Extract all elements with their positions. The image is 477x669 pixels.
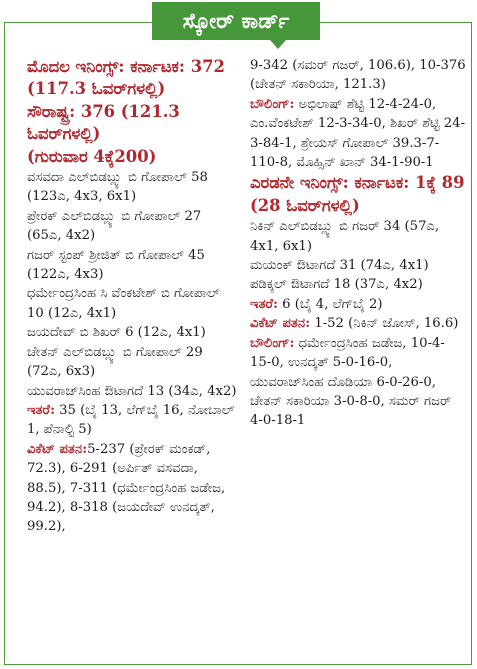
batting-entry: ಧರ್ಮೇಂದ್ರಸಿಂಹ ಸಿ ವೆಂಕಟೇಶ್ ಬಿ ಗೋಪಾಲ್ 10 (12ಎ, 4x1) (27, 286, 220, 321)
banner-notch (270, 40, 286, 49)
first-innings-heading: ಮೊದಲ ಇನಿಂಗ್ಸ್: ಕರ್ನಾಟಕ: 372 (117.3 ಓವರ್‌ಗಳಲ್ಲಿ) (27, 57, 225, 99)
extras-label: ಇತರೆ: (27, 402, 55, 418)
batting-entry: ಪಡಿಕ್ಕಲ್ ಔಟಾಗದೆ 18 (37ಎ, 4x2) (250, 277, 423, 293)
batting-entry: ಜಯದೇವ್ ಬಿ ಶಿಖರ್ 6 (12ಎ, 4x1) (27, 325, 206, 341)
batting-entry: ಪ್ರೇರಕ್ ಎಲ್‌ಬಿಡಬ್ಲ್ಯು ಬಿ ಗೋಪಾಲ್ 27 (65ಎ, 4x2) (27, 208, 202, 244)
bowling-label: ಬೌಲಿಂಗ್: (250, 335, 295, 351)
fow-value: 5-237 (ಪ್ರೇರಕ್ ಮಂಕಡ್, 72.3), 6-291 (ಅರ್ಪಿತ್ ವಸವದಾ, 88.5), 7-311 (ಧರ್ಮೇಂದ್ರಸಿಂಹ ಜಡೇಜ, 94.2), 8-318 (ಜಯದೇವ್ ಉನದ್ಕತ್, 99.2), (27, 441, 226, 535)
fow-continued: 9-342 (ಸಮರ್ ಗಜರ್, 106.6), 10-376 (ಚೇತನ್ ಸಕಾರಿಯಾ, 121.3) (250, 58, 466, 93)
fall-of-wickets (27, 440, 237, 537)
bowling-line (250, 334, 466, 431)
batting-entry: ವಸವದಾ ಎಲ್‌ಬಿಡಬ್ಲ್ಯು ಬಿ ಗೋಪಾಲ್ 58 (123ಎ, 4x3, 6x1) (27, 170, 208, 205)
fow-label: ವಿಕೆಟ್ ಪತನ: (250, 316, 311, 332)
bowling-value: ಅಭಿಲಾಷ್ ಶೆಟ್ಟಿ 12-4-24-0, ಎಂ.ವೆಂಕಟೇಶ್ 12-3-34-0, ಶಿಖರ್ ಶೆಟ್ಟಿ 24-3-84-1, ಶ್ರೇಯಸ್ ಗೋಪಾಲ್ 39.3-7-110-8, ಮೊಹ್ಸಿನ್ ಖಾನ್ 34-1-90-1 (250, 96, 466, 171)
batting-entry: ಯುವರಾಜ್‌ಸಿಂಹ ಔಟಾಗದೆ 13 (34ಎ, 4x2) (27, 383, 237, 399)
bowling-line (250, 95, 466, 173)
second-innings-heading: ಎರಡನೇ ಇನಿಂಗ್ಸ್: ಕರ್ನಾಟಕ: 1ಕ್ಕೆ 89 (28 ಓವರ್‌ಗಳಲ್ಲಿ) (250, 173, 465, 215)
extras-value: 6 (ಬೈ 4, ಲೆಗ್‌ಬೈ 2) (277, 296, 383, 312)
saurashtra-score: ಸೌರಾಷ್ಟ್ರ: 376 (121.3 ಓವರ್‌ಗಳಲ್ಲಿ) (27, 101, 180, 144)
right-column (250, 56, 466, 431)
batting-entry: ನಿಕಿನ್ ಎಲ್‌ಬಿಡಬ್ಲ್ಯು ಬಿ ಗಜರ್ 34 (57ಎ, 4x1, 6x1) (250, 219, 440, 254)
batting-entry: ಗಜರ್ ಸ್ಟಂಪ್ ಶ್ರೀಜಿತ್ ಬಿ ಗೋಪಾಲ್ 45 (122ಎ, 4x3) (27, 247, 205, 283)
scorecard-banner: ಸ್ಕೋರ್ ಕಾರ್ಡ್ (152, 2, 320, 40)
left-column (27, 56, 237, 537)
batting-entry: ಮಯಂಕ್ ಔಟಾಗದೆ 31 (74ಎ, 4x1) (250, 258, 429, 274)
extras-value: 35 (ಬೈ 13, ಲೆಗ್‌ಬೈ 16, ನೋಬಾಲ್ 1, ಪೆನಾಲ್ಟಿ 5) (27, 402, 235, 438)
extras-line (27, 401, 237, 440)
thursday-score: (ಗುರುವಾರ 4ಕ್ಕೆ200) (27, 146, 157, 166)
batting-entry: ಚೇತನ್ ಎಲ್‌ಬಿಡಬ್ಲ್ಯು ಬಿ ಗೋಪಾಲ್ 29 (72ಎ, 6x3) (27, 344, 203, 380)
fall-of-wickets (250, 314, 466, 333)
fow-value: 1-52 (ನಿಕಿನ್ ಜೋಸ್, 16.6) (310, 316, 459, 332)
bowling-label: ಬೌಲಿಂಗ್: (250, 96, 295, 112)
extras-label: ಇತರೆ: (250, 296, 278, 312)
bowling-value: ಧರ್ಮೇಂದ್ರಸಿಂಹ ಜಡೇಜ, 10-4-15-0, ಉನದ್ಕತ್ 5-0-16-0, ಯುವರಾಜ್‌ಸಿಂಹ ದೊಡಿಯಾ 6-0-26-0, ಚೇತನ್ ಸಕಾರಿಯಾ 3-0-8-0, ಸಮರ್ ಗಜರ್ 4-0-18-1 (250, 335, 452, 429)
extras-line (250, 295, 466, 314)
fow-label: ವಿಕೆಟ್ ಪತನ: (27, 441, 88, 457)
